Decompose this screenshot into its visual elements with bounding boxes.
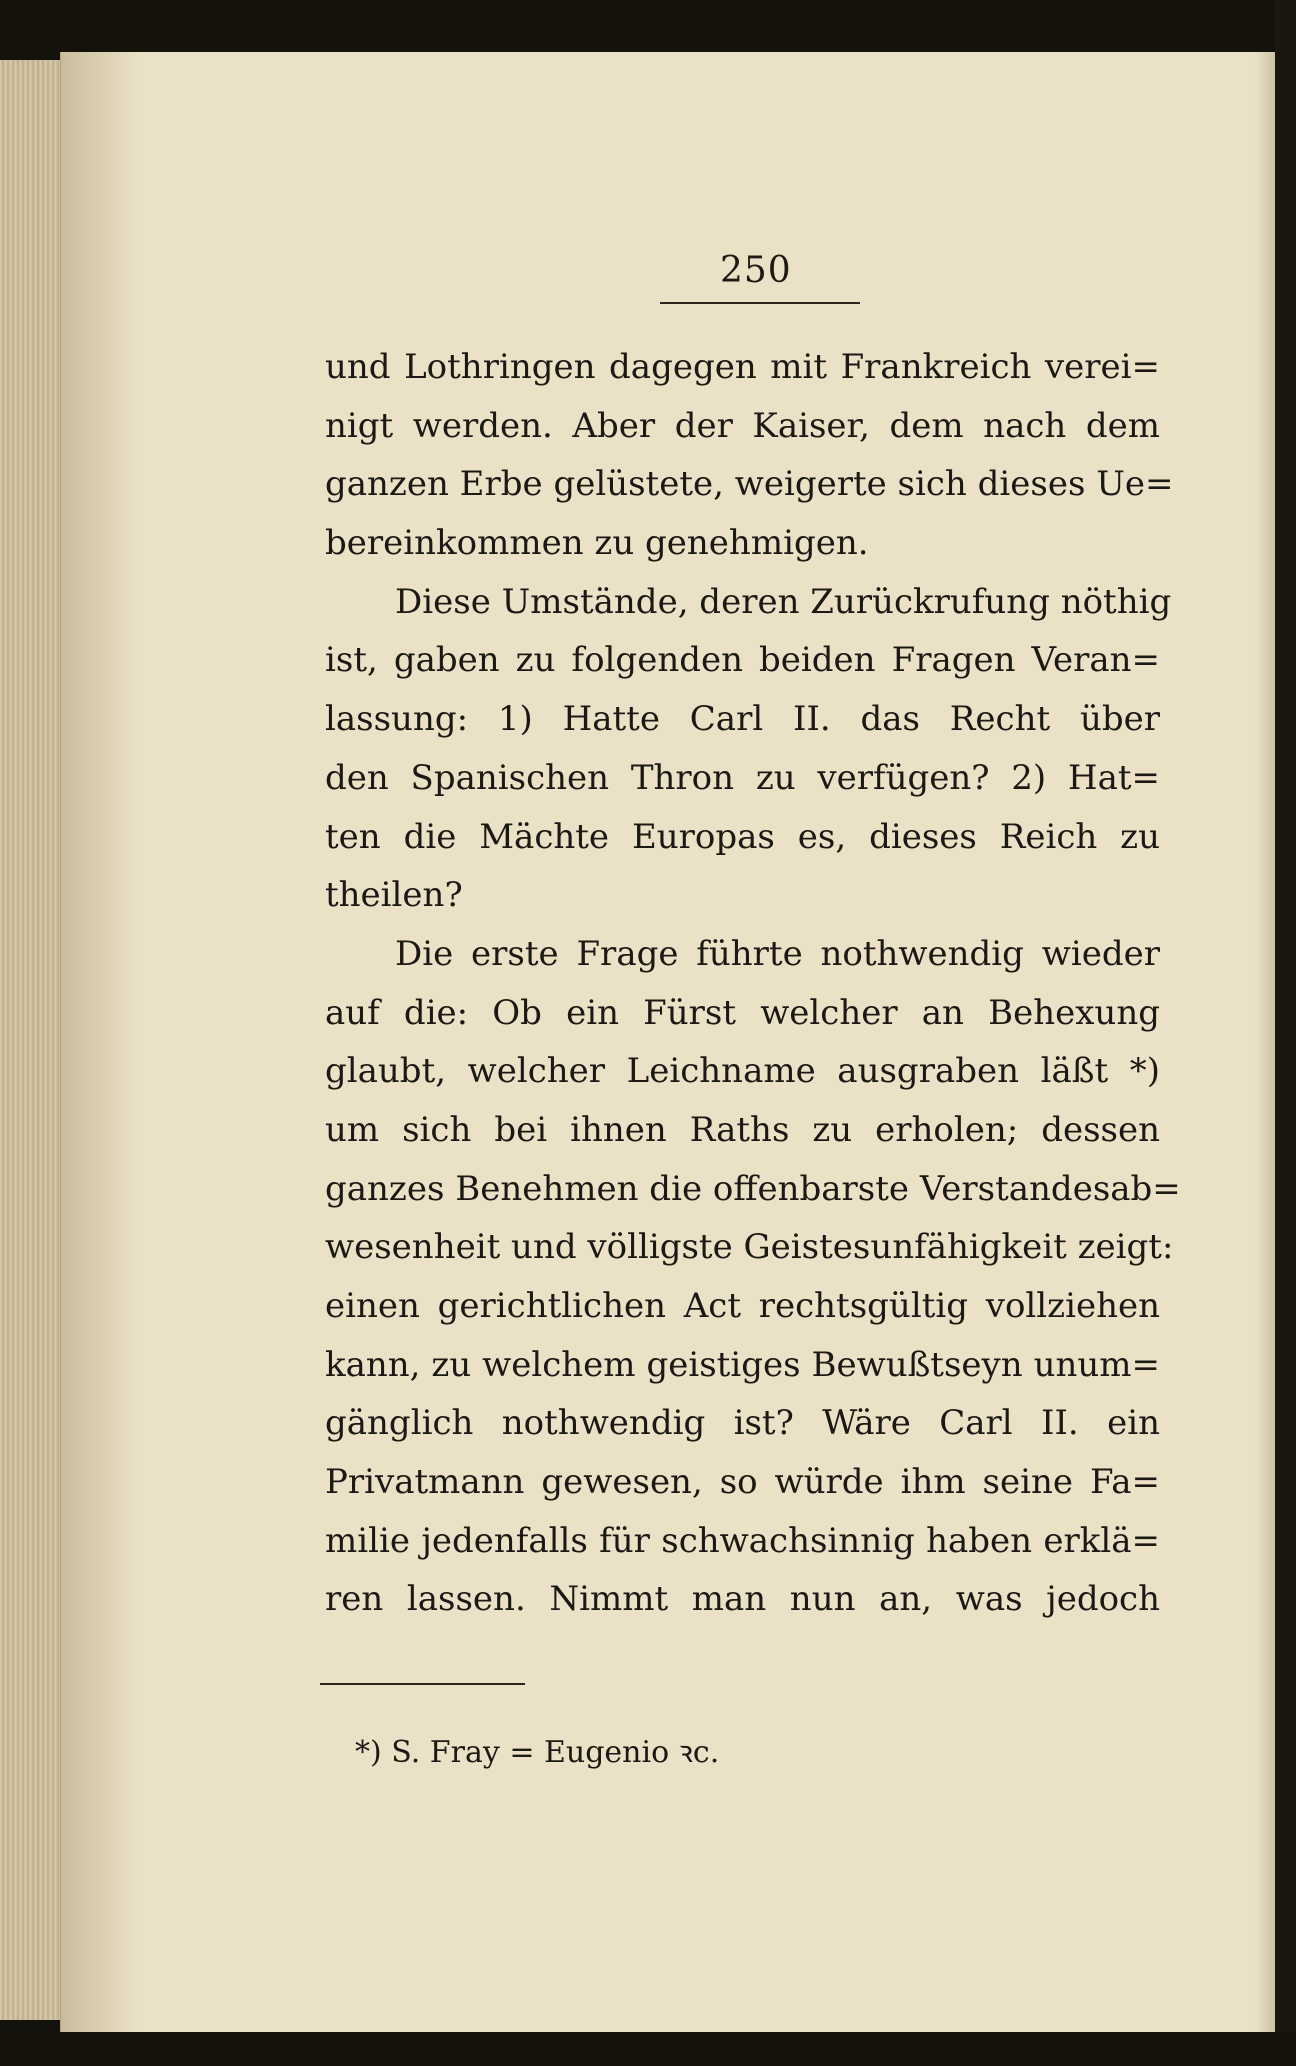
header-rule — [660, 302, 860, 304]
text-line: nigt werden. Aber der Kaiser, dem nach dem — [325, 405, 1160, 446]
text-line: ist, gaben zu folgenden beiden Fragen Veran= — [325, 640, 1160, 681]
footnote-rule — [320, 1683, 525, 1685]
paragraph — [325, 338, 1174, 573]
body-text — [325, 338, 1181, 1629]
paragraph — [325, 573, 1172, 925]
page-number: 250 — [720, 250, 792, 291]
text-line: ganzes Benehmen die offenbarste Verstandesab= — [325, 1168, 1181, 1209]
footnote: *) S. Fray = Eugenio ꝛc. — [355, 1735, 720, 1770]
text-line: Die erste Frage führte nothwendig wieder — [395, 933, 1160, 974]
scan-top-border — [0, 0, 1296, 52]
text-line: Diese Umstände, deren Zurückrufung nöthig — [395, 581, 1172, 622]
scan-right-border — [1275, 0, 1296, 2066]
scan-bottom-border — [0, 2032, 1296, 2066]
page-header — [660, 250, 860, 310]
page-edge-shadow — [1255, 52, 1275, 2032]
text-line: einen gerichtlichen Act rechtsgültig vollziehen — [325, 1286, 1160, 1326]
paragraph — [325, 925, 1181, 1629]
text-line: ren lassen. Nimmt man nun an, was jedoch — [325, 1579, 1160, 1620]
gutter-shadow — [60, 52, 140, 2032]
text-line: kann, zu welchem geistiges Bewußtseyn unum= — [325, 1344, 1160, 1385]
text-line: ten die Mächte Europas es, dieses Reich zu — [325, 816, 1160, 857]
text-line: glaubt, welcher Leichname ausgraben läßt *) — [325, 1051, 1160, 1092]
text-line: lassung: 1) Hatte Carl II. das Recht über — [325, 699, 1160, 740]
text-line: milie jedenfalls für schwachsinnig haben erklä= — [325, 1520, 1160, 1561]
text-line: ganzen Erbe gelüstete, weigerte sich dieses Ue= — [325, 464, 1174, 505]
text-line: den Spanischen Thron zu verfügen? 2) Hat= — [325, 757, 1160, 798]
text-line: um sich bei ihnen Raths zu erholen; dessen — [325, 1109, 1160, 1150]
text-line: gänglich nothwendig ist? Wäre Carl II. ein — [325, 1403, 1160, 1444]
text-line: und Lothringen dagegen mit Frankreich verei= — [325, 347, 1160, 387]
text-line: bereinkommen zu genehmigen. — [325, 523, 869, 564]
text-line: theilen? — [325, 875, 463, 916]
text-line: auf die: Ob ein Fürst welcher an Behexung — [325, 992, 1160, 1033]
text-line: wesenheit und völligste Geistesunfähigkeit zeigt: — [325, 1227, 1174, 1268]
text-line: Privatmann gewesen, so würde ihm seine Fa= — [325, 1462, 1160, 1503]
